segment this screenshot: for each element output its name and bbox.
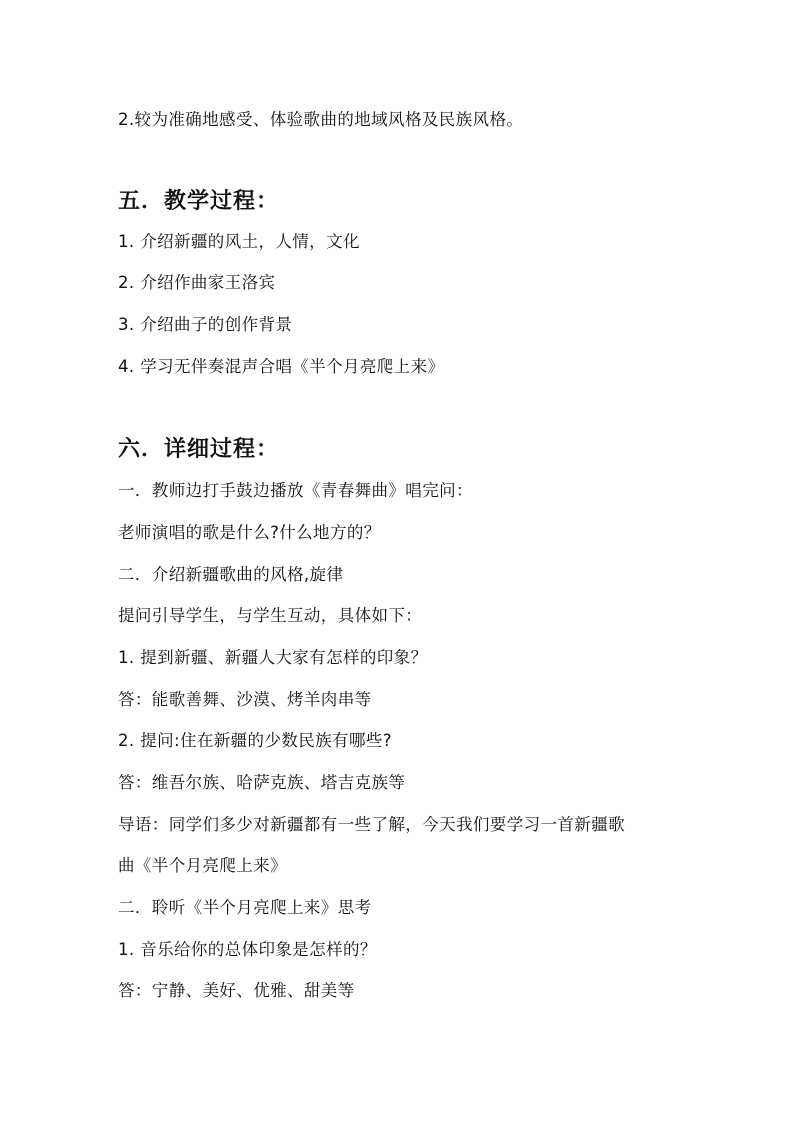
- detail-line: 答：能歌善舞、沙漠、烤羊肉串等: [118, 690, 372, 709]
- detail-line: 二．聆听《半个月亮爬上来》思考: [118, 898, 372, 917]
- section-heading-detailed-process: 六．详细过程：: [118, 436, 280, 462]
- process-item: 1. 介绍新疆的风土，人情，文化: [118, 232, 360, 251]
- detail-line: 导语：同学们多少对新疆都有一些了解，今天我们要学习一首新疆歌: [118, 815, 625, 834]
- detail-line: 曲《半个月亮爬上来》: [118, 856, 287, 875]
- detail-line: 2. 提问:住在新疆的少数民族有哪些?: [118, 731, 392, 750]
- detail-line: 老师演唱的歌是什么?什么地方的？: [118, 523, 381, 542]
- process-item: 4. 学习无伴奏混声合唱《半个月亮爬上来》: [118, 357, 445, 376]
- objective-line: 2.较为准确地感受、体验歌曲的地域风格及民族风格。: [118, 110, 524, 129]
- detail-line: 答：宁静、美好、优雅、甜美等: [118, 981, 355, 1000]
- process-item: 2. 介绍作曲家王洛宾: [118, 273, 276, 292]
- detail-line: 一．教师边打手鼓边播放《青春舞曲》唱完问：: [118, 481, 473, 500]
- detail-line: 答：维吾尔族、哈萨克族、塔吉克族等: [118, 773, 406, 792]
- detail-line: 1. 提到新疆、新疆人大家有怎样的印象？: [118, 648, 428, 667]
- detail-line: 二．介绍新疆歌曲的风格,旋律: [118, 565, 344, 584]
- detail-line: 提问引导学生，与学生互动，具体如下：: [118, 606, 423, 625]
- detail-line: 1. 音乐给你的总体印象是怎样的？: [118, 940, 377, 959]
- process-item: 3. 介绍曲子的创作背景: [118, 315, 293, 334]
- section-heading-teaching-process: 五．教学过程：: [118, 188, 280, 214]
